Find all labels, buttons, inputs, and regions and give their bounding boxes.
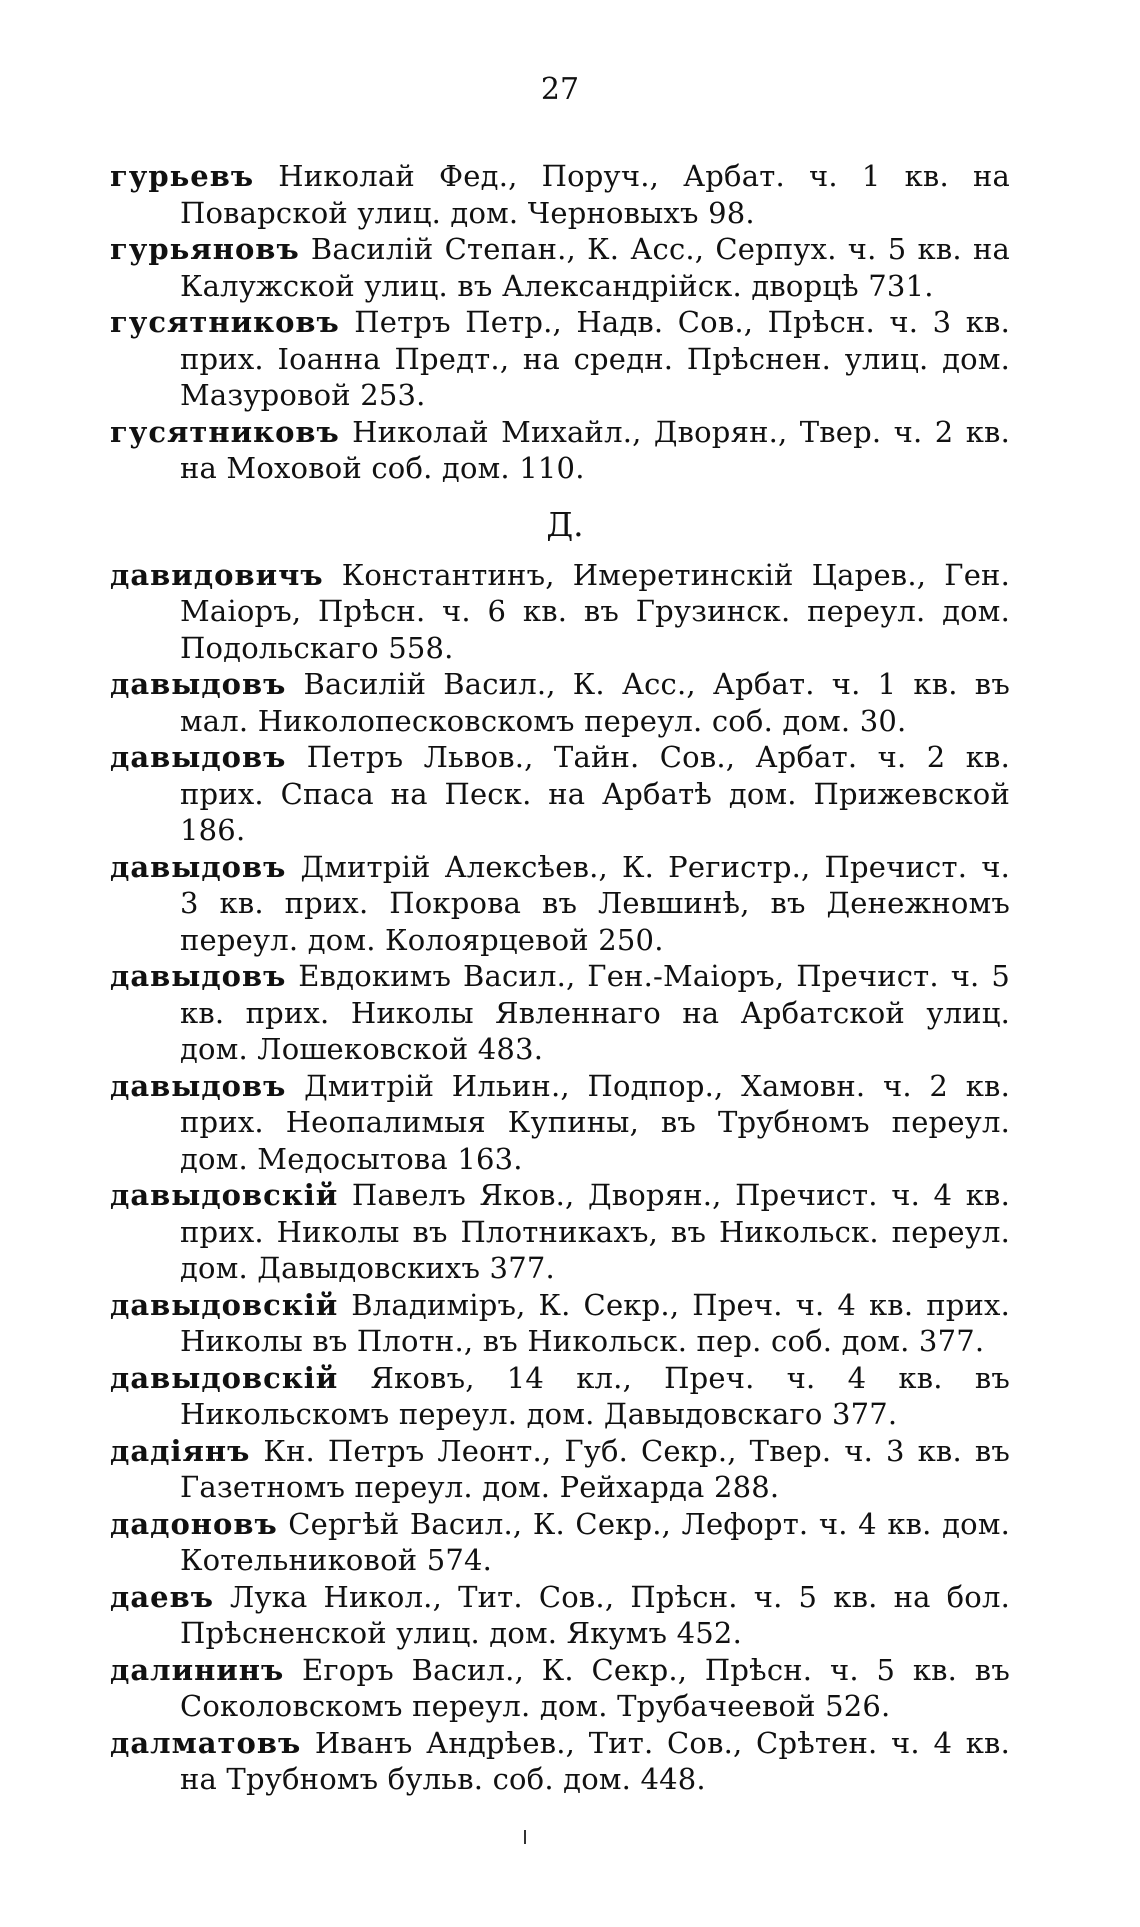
- directory-entry: [110, 666, 1010, 739]
- entry-details: Иванъ Андрѣев., Тит. Сов., Срѣтен. ч. 4 кв. на Трубномъ бульв. соб. дом. 448.: [180, 1725, 1010, 1796]
- directory-entry: [110, 557, 1010, 667]
- directory-page: [110, 70, 1010, 1798]
- entry-details: Петръ Петр., Надв. Сов., Прѣсн. ч. 3 кв. прих. Іоанна Предт., на средн. Прѣснен. улиц. дом. Мазуровой 253.: [180, 305, 1010, 412]
- entry-surname: гусятниковъ: [110, 305, 340, 339]
- entry-details: Сергѣй Васил., К. Секр., Лефорт. ч. 4 кв. дом. Котельниковой 574.: [180, 1506, 1010, 1577]
- entry-surname: гурьевъ: [110, 159, 255, 193]
- entry-surname: давыдовъ: [110, 740, 287, 774]
- entry-surname: давыдовъ: [110, 849, 287, 884]
- entry-details: Владиміръ, К. Секр., Преч. ч. 4 кв. прих. Николы въ Плотн., въ Никольск. пер. соб. дом. 377.: [180, 1287, 1011, 1358]
- entry-details: Евдокимъ Васил., Ген.-Маіоръ, Пречист. ч. 5 кв. прих. Николы Явленнаго на Арбатской улиц. дом. Лошековской 483.: [180, 959, 1010, 1066]
- entry-surname: даевъ: [110, 1579, 214, 1614]
- directory-entry: [110, 1360, 1010, 1433]
- entry-details: Николай Михайл., Дворян., Твер. ч. 2 кв. на Моховой соб. дом. 110.: [180, 414, 1010, 485]
- entry-details: Василій Степан., К. Асс., Серпух. ч. 5 кв. на Калужской улиц. въ Александрійск. дворцѣ 731.: [180, 232, 1010, 303]
- entry-surname: дадоновъ: [110, 1506, 278, 1541]
- entry-surname: дадіянъ: [110, 1433, 251, 1468]
- directory-entry: [110, 1433, 1010, 1506]
- directory-entry: [110, 1725, 1010, 1798]
- directory-entry: [110, 849, 1010, 959]
- entry-details: Николай Фед., Поруч., Арбат. ч. 1 кв. на Поварской улиц. дом. Черновыхъ 98.: [180, 159, 1011, 230]
- entry-details: Лука Никол., Тит. Сов., Прѣсн. ч. 5 кв. на бол. Прѣсненской улиц. дом. Якумъ 452.: [180, 1579, 1010, 1650]
- entry-surname: давыдовскій: [110, 1178, 339, 1212]
- entry-surname: давыдовскій: [110, 1360, 339, 1395]
- entry-details: Яковъ, 14 кл., Преч. ч. 4 кв. въ Никольскомъ переул. дом. Давыдовскаго 377.: [180, 1360, 1010, 1431]
- entry-surname: далматовъ: [110, 1725, 302, 1760]
- entry-details: Петръ Львов., Тайн. Сов., Арбат. ч. 2 кв. прих. Спаса на Песк. на Арбатѣ дом. Прижевской 186.: [180, 740, 1011, 847]
- directory-entry: [110, 1177, 1010, 1287]
- entry-surname: гурьяновъ: [110, 232, 300, 266]
- entry-details: Павелъ Яков., Дворян., Пречист. ч. 4 кв. прих. Николы въ Плотникахъ, въ Никольск. переул. дом. Давыдовскихъ 377.: [180, 1178, 1010, 1285]
- entry-surname: давыдовъ: [110, 667, 287, 701]
- directory-entry: [110, 1287, 1010, 1360]
- directory-entry: [110, 414, 1010, 487]
- entry-surname: давидовичъ: [110, 557, 324, 592]
- entry-details: Василій Васил., К. Асс., Арбат. ч. 1 кв. въ мал. Николопесковскомъ переул. соб. дом. 30.: [180, 667, 1010, 738]
- entry-surname: давыдовъ: [110, 1068, 287, 1103]
- directory-entry: [110, 231, 1010, 304]
- directory-entry: [110, 1652, 1010, 1725]
- section-letter: Д.: [546, 504, 584, 544]
- directory-entry: [110, 1068, 1010, 1178]
- entry-details: Кн. Петръ Леонт., Губ. Секр., Твер. ч. 3 кв. въ Газетномъ переул. дом. Рейхарда 288.: [180, 1433, 1010, 1504]
- entry-details: Егоръ Васил., К. Секр., Прѣсн. ч. 5 кв. въ Соколовскомъ переул. дом. Трубачеевой 526.: [180, 1652, 1010, 1723]
- entries-section-d: [110, 557, 1010, 1798]
- entry-surname: гусятниковъ: [110, 414, 340, 449]
- directory-entry: [110, 1506, 1010, 1579]
- footer-mark: [524, 1830, 526, 1844]
- directory-entry: [110, 158, 1010, 231]
- directory-entry: [110, 304, 1010, 414]
- entries-section-g: [110, 158, 1010, 487]
- entry-details: Дмитрій Алексѣев., К. Регистр., Пречист. ч. 3 кв. прих. Покрова въ Левшинѣ, въ Денежномъ переул. дом. Колоярцевой 250.: [180, 849, 1011, 957]
- entry-details: Константинъ, Имеретинскій Царев., Ген. Маіоръ, Прѣсн. ч. 6 кв. въ Грузинск. переул. дом. Подольскаго 558.: [180, 557, 1011, 665]
- entry-surname: давыдовъ: [110, 959, 287, 993]
- directory-entry: [110, 958, 1010, 1068]
- entry-surname: далининъ: [110, 1652, 285, 1687]
- entry-details: Дмитрій Ильин., Подпор., Хамовн. ч. 2 кв. прих. Неопалимыя Купины, въ Трубномъ переул. дом. Медосытова 163.: [180, 1068, 1010, 1176]
- entry-surname: давыдовскій: [110, 1287, 339, 1322]
- page-number: 27: [540, 72, 580, 107]
- directory-entry: [110, 739, 1010, 849]
- directory-entry: [110, 1579, 1010, 1652]
